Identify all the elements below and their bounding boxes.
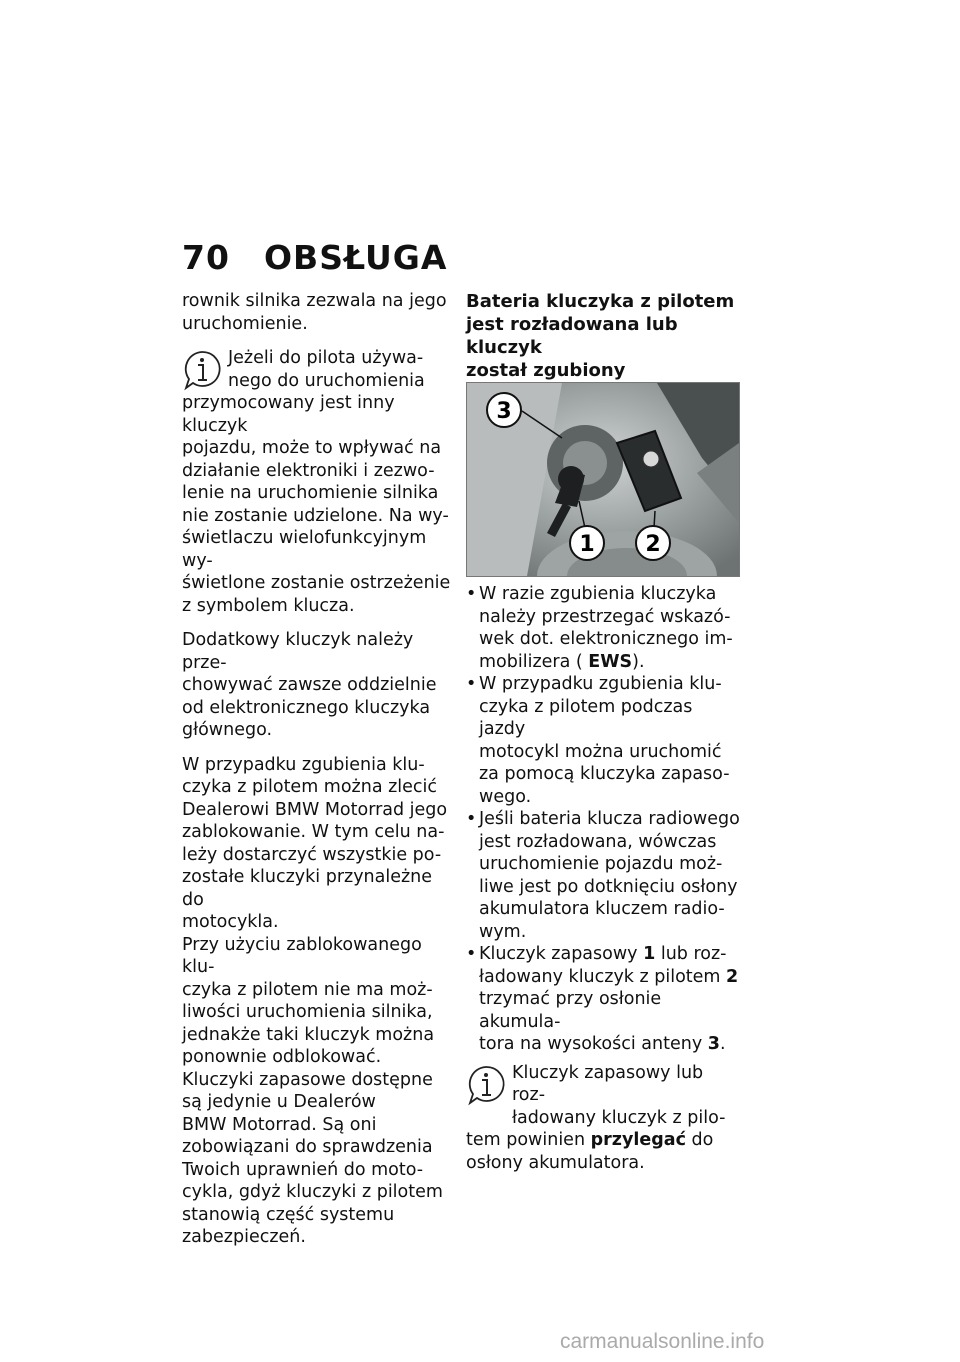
info-note bbox=[466, 1062, 740, 1175]
list-item: • Kluczyk zapasowy 1 lub roz- ładowany kluczyk z pilotem 2 trzymać przy osłonie akumula- tora na wysokości anteny 3. bbox=[466, 943, 740, 1056]
watermark: carmanualsonline.info bbox=[560, 1330, 765, 1353]
callout-label: 2 bbox=[645, 532, 661, 557]
list-item: • W razie zgubienia kluczyka należy przestrzegać wskazó- wek dot. elektronicznego im- mobilizera ( EWS). bbox=[466, 583, 740, 673]
callout-3 bbox=[487, 393, 521, 427]
callout-1 bbox=[570, 526, 604, 560]
callout-label: 3 bbox=[496, 399, 512, 424]
right-column bbox=[466, 290, 740, 1174]
paragraph: W przypadku zgubienia klu- czyka z pilotem można zlecić Dealerowi BMW Motorrad jego zablokowanie. W tym celu na- leży dostarczyć wszystkie po- zostałe kluczyki przynależne do motocykla. bbox=[182, 754, 448, 932]
note-text: przymocowany jest inny kluczyk pojazdu, może to wpływać na działanie elektroniki i zezwo- lenie na uruchomienie silnika nie zostanie udzielone. Na wy- świetlaczu wielofunkcyjnym wy- świetlone zostanie ostrzeżenie z symbolem klucza. bbox=[182, 393, 451, 616]
left-column bbox=[182, 290, 452, 1249]
callout-label: 1 bbox=[579, 532, 595, 557]
section-title: OBSŁUGA bbox=[264, 238, 448, 277]
note-text: tem powinien przylegać do osłony akumulatora. bbox=[466, 1130, 714, 1173]
page-number: 70 bbox=[182, 238, 230, 277]
key-illustration bbox=[467, 383, 739, 576]
info-note-icon bbox=[182, 349, 222, 391]
page-header bbox=[182, 238, 447, 277]
paragraph: Dodatkowy kluczyk należy prze- chowywać zawsze oddzielnie od elektronicznego kluczyka głównego. bbox=[182, 630, 437, 740]
bullet-list bbox=[466, 583, 740, 1056]
paragraph: Przy użyciu zablokowanego klu- czyka z pilotem nie ma moż- liwości uruchomienia silnika, jednakże taki kluczyk można ponownie odblokować. bbox=[182, 934, 435, 1067]
callout-2 bbox=[636, 526, 670, 560]
list-item: • W przypadku zgubienia klu- czyka z pilotem podczas jazdy motocykl można uruchomić za pomocą kluczyka zapaso- wego. bbox=[466, 673, 740, 808]
section-heading: Bateria kluczyka z pilotem jest rozładowana lub kluczyk został zgubiony bbox=[466, 291, 735, 381]
paragraph: rownik silnika zezwala na jego uruchomienie. bbox=[182, 291, 447, 334]
key-figure bbox=[466, 382, 740, 577]
note-text-first: Jeżeli do pilota używa- nego do uruchomienia bbox=[228, 348, 425, 391]
paragraph: Kluczyki zapasowe dostępne są jedynie u Dealerów BMW Motorrad. Są oni zobowiązani do sprawdzenia Twoich uprawnień do moto- cykla, gdyż kluczyki z pilotem stanowią część systemu zabezpieczeń. bbox=[182, 1069, 443, 1247]
info-note bbox=[182, 347, 452, 617]
list-item: • Jeśli bateria klucza radiowego jest rozładowana, wówczas uruchomienie pojazdu moż- liwe jest po dotknięciu osłony akumulatora kluczem radio- wym. bbox=[466, 808, 740, 943]
info-note-icon bbox=[466, 1064, 506, 1106]
note-text-first: Kluczyk zapasowy lub roz- ładowany kluczyk z pilo- bbox=[512, 1062, 726, 1128]
